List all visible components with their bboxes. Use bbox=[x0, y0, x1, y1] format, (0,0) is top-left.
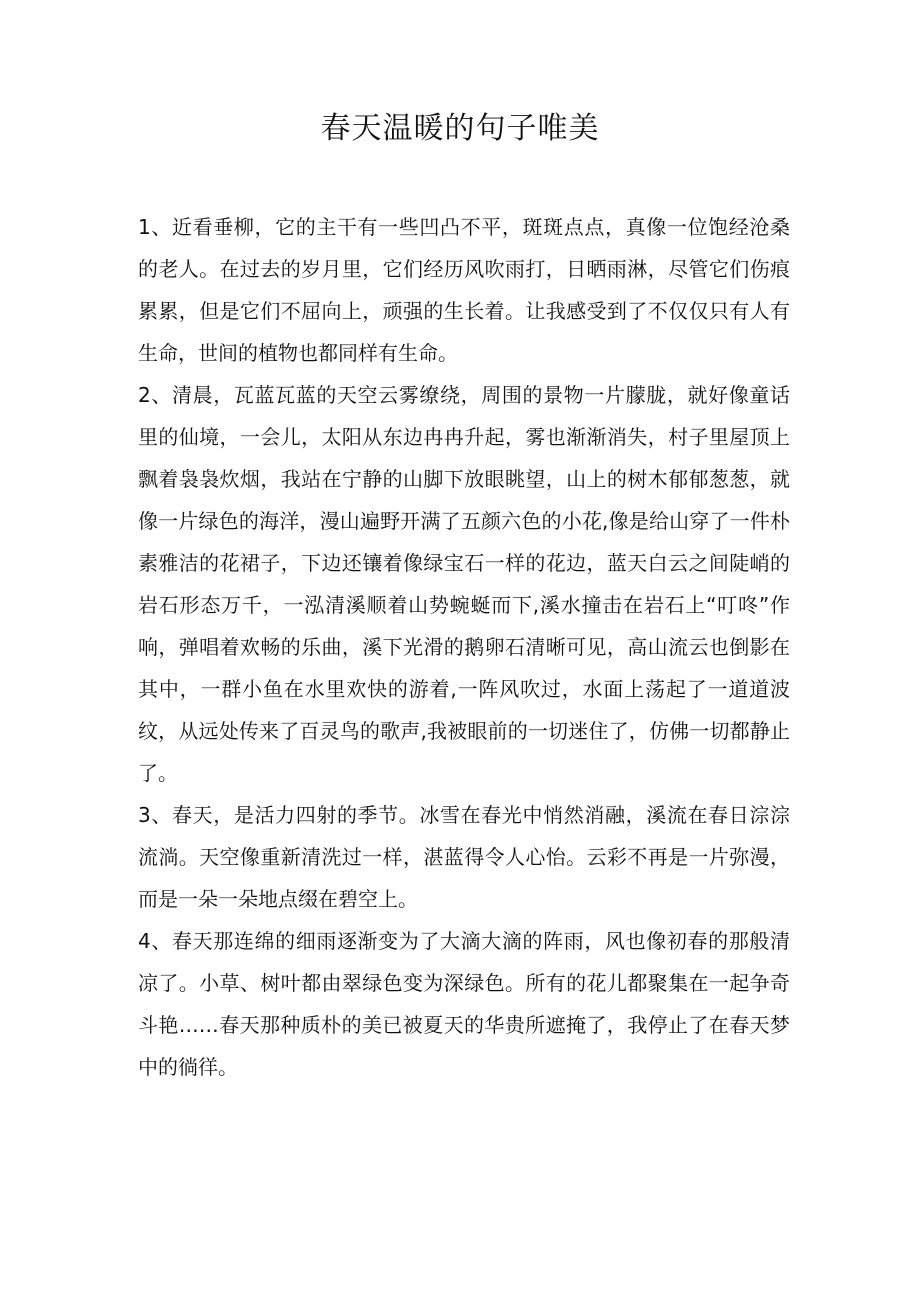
page-title: 春天温暖的句子唯美 bbox=[320, 111, 600, 146]
paragraph-3: 3、春天，是活力四射的季节。冰雪在春光中悄然消融，溪流在春日淙淙流淌。天空像重新清洗过一样，湛蓝得令人心怡。云彩不再是一片弥漫，而是一朵一朵地点缀在碧空上。 bbox=[138, 803, 790, 911]
paragraph-2: 2、清晨，瓦蓝瓦蓝的天空云雾缭绕，周围的景物一片朦胧，就好像童话里的仙境，一会儿，太阳从东边冉冉升起，雾也渐渐消失，村子里屋顶上飘着袅袅炊烟，我站在宁静的山脚下放眼眺望，山上的树木郁郁葱葱，就像一片绿色的海洋，漫山遍野开满了五颜六色的小花,像是给山穿了一件朴素雅洁的花裙子，下边还镶着像绿宝石一样的花边，蓝天白云之间陡峭的岩石形态万千，一泓清溪顺着山势蜿蜒而下,溪水撞击在岩石上“叮咚”作响，弹唱着欢畅的乐曲，溪下光滑的鹅卵石清晰可见，高山流云也倒影在其中，一群小鱼在水里欢快的游着,一阵风吹过，水面上荡起了一道道波纹，从远处传来了百灵鸟的歌声,我被眼前的一切迷住了，仿佛一切都静止了。 bbox=[138, 383, 790, 785]
document-body bbox=[138, 206, 790, 1088]
paragraph-1: 1、近看垂柳，它的主干有一些凹凸不平，斑斑点点，真像一位饱经沧桑的老人。在过去的岁月里，它们经历风吹雨打，日晒雨淋，尽管它们伤痕累累，但是它们不屈向上，顽强的生长着。让我感受到了不仅仅只有人有生命，世间的植物也都同样有生命。 bbox=[138, 215, 790, 365]
paragraph-4: 4、春天那连绵的细雨逐渐变为了大滴大滴的阵雨，风也像初春的那般清凉了。小草、树叶都由翠绿色变为深绿色。所有的花儿都聚集在一起争奇斗艳……春天那种质朴的美已被夏天的华贵所遮掩了，我停止了在春天梦中的徜徉。 bbox=[138, 929, 790, 1079]
